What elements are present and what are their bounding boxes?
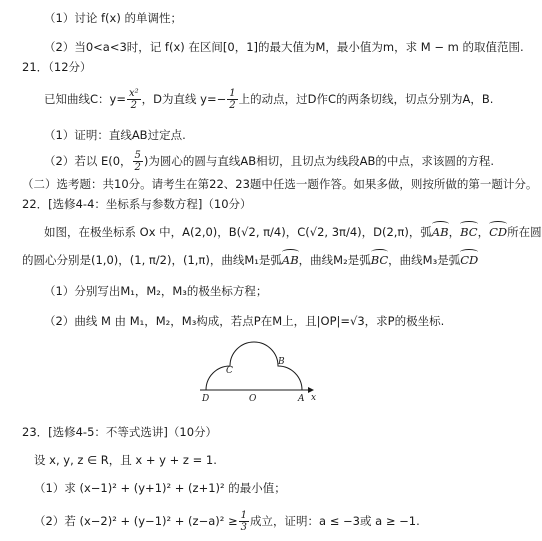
figure-label-c: C: [226, 366, 233, 376]
q23-heading: 23．[选修4-5：不等式选讲]（10分）: [22, 425, 218, 439]
section2-instruction: （二）选考题：共10分。请考生在第22、23题中任选一题作答。如果多做，则按所做的第一题计分。: [22, 177, 538, 191]
figure-label-b: B: [278, 357, 285, 367]
q22-part2: （2）曲线 M 由 M₁，M₂，M₃构成，若点P在M上，且|OP|=√3，求P的极坐标.: [44, 314, 445, 328]
q22-heading: 22．[选修4-4：坐标系与参数方程]（10分）: [22, 197, 252, 211]
arc-cd-2: CD: [460, 253, 479, 267]
figure-label-x: x: [311, 393, 317, 403]
arc-ab-2: AB: [281, 253, 299, 267]
figure-label-d: D: [202, 394, 210, 404]
q22-line1: 如图，在极坐标系 Ox 中，A(2,0)，B(√2, π/4)，C(√2, 3π/4)，D(2,π)，弧AB，BC，CD所在圆: [44, 225, 542, 239]
q23-frac: $\frac{1}{3}$: [240, 510, 248, 533]
q20-part2: （2）当0<a<3时，记 f(x) 在区间[0，1]的最大值为M，最小值为m，求 M − m 的取值范围.: [44, 40, 524, 54]
q22-line2: 的圆心分别是(1,0)，(1, π/2)，(1,π)，曲线M₁是弧AB，曲线M₂是弧BC，曲线M₃是弧CD: [22, 253, 479, 267]
arc-bc-2: BC: [370, 253, 389, 267]
q23-stem: 设 x, y, z ∈ R，且 x + y + z = 1.: [34, 453, 217, 467]
q20-part1: （1）讨论 f(x) 的单调性；: [44, 11, 182, 25]
figure-label-a: A: [298, 394, 305, 404]
q21-stem: [44, 88, 493, 111]
arc-ab: AB: [431, 225, 449, 239]
arc-cd: CD: [489, 225, 508, 239]
q21-stem-b: ，D为直线 y=−: [141, 92, 227, 106]
q21-part2: （2）若以 E(0， $\frac{5}{2}$ )为圆心的圆与直线AB相切，且切点为线段AB的中点，求该圆的方程.: [44, 150, 495, 173]
polar-figure: [196, 334, 316, 406]
q21-stem-c: 上的动点，过D作C的两条切线，切点分别为A，B.: [238, 92, 494, 106]
q21-frac: $\frac{\text{x²}}{2}$: [128, 88, 139, 111]
q23-part1: （1）求 (x−1)² + (y+1)² + (z+1)² 的最小值；: [34, 481, 286, 495]
q23-part2: （2）若 (x−2)² + (y−1)² + (z−a)² ≥ $\frac{1}{3}$ 成立，证明：a ≤ −3或 a ≥ −1.: [34, 510, 420, 533]
q21-heading: 21．（12分）: [22, 60, 92, 74]
q21-frac2: $\frac{1}{2}$: [229, 88, 236, 111]
figure-label-o: O: [249, 394, 257, 404]
q21-stem-a: 已知曲线C：y=: [44, 92, 126, 106]
q22-part1: （1）分别写出M₁，M₂，M₃的极坐标方程；: [44, 284, 268, 298]
q21-part1: （1）证明：直线AB过定点.: [44, 128, 186, 142]
q21-part2-frac: $\frac{5}{2}$: [134, 150, 141, 173]
arc-bc: BC: [460, 225, 478, 239]
figure-curve-m: [206, 342, 302, 390]
